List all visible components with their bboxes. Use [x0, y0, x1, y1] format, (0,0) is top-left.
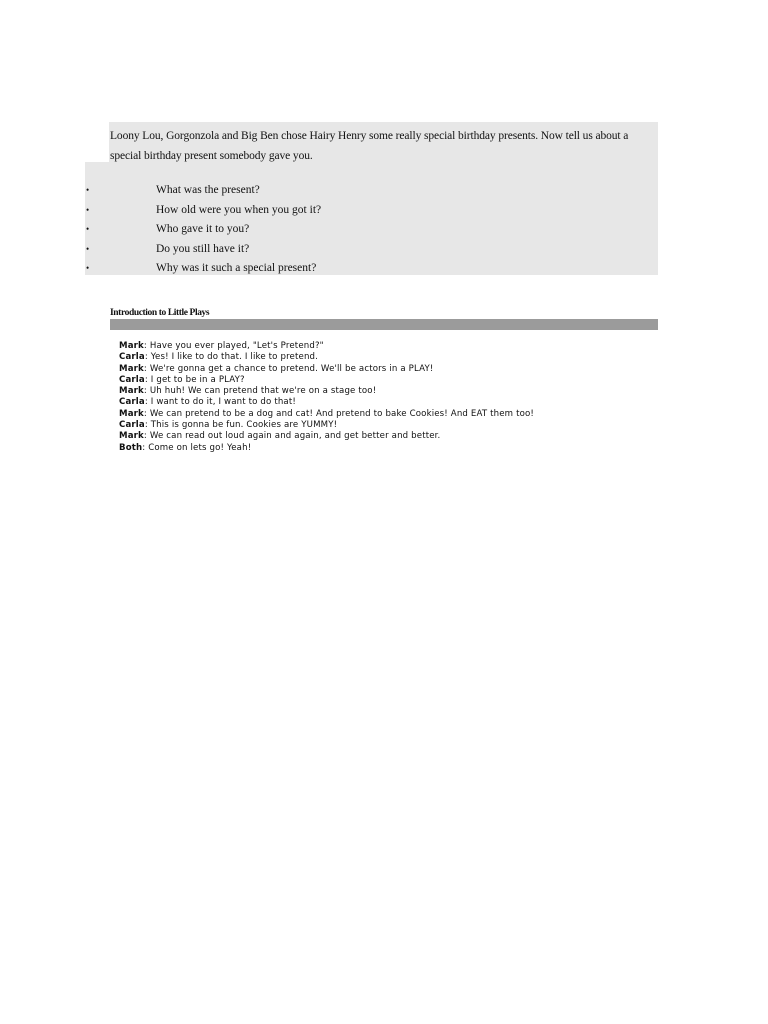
question-text: What was the present? [156, 184, 260, 196]
dialogue-text: : Yes! I like to do that. I like to pretend. [144, 352, 319, 363]
speaker-name: Both [119, 442, 143, 453]
speaker-name: Carla [119, 374, 145, 385]
dialogue-line [119, 397, 534, 408]
speaker-name: Carla [119, 352, 145, 363]
speaker-name: Mark [119, 431, 144, 442]
bullet-icon: • [86, 204, 90, 215]
dialogue-text: : We're gonna get a chance to pretend. We'll be actors in a PLAY! [143, 363, 434, 374]
speaker-name: Mark [119, 363, 144, 374]
dialogue-line [119, 431, 534, 442]
question-text: Do you still have it? [156, 242, 250, 255]
question-text: Who gave it to you? [156, 223, 250, 235]
bullet-icon: • [86, 243, 90, 254]
dialogue-text: : Have you ever played, "Let's Pretend?" [143, 341, 324, 351]
dialogue-line [119, 375, 534, 386]
heading-divider-bar [110, 319, 658, 330]
speaker-name: Mark [119, 408, 144, 419]
question-text: How old were you when you got it? [156, 203, 322, 216]
speaker-name: Mark [119, 341, 144, 351]
question-text: Why was it such a special present? [156, 262, 317, 274]
dialogue-line [119, 420, 534, 431]
dialogue-line [119, 341, 534, 352]
dialogue-script [119, 341, 534, 454]
speaker-name: Carla [119, 420, 145, 431]
dialogue-text: : We can read out loud again and again, and get better and better. [143, 431, 441, 442]
speaker-name: Carla [119, 397, 145, 408]
dialogue-line [119, 443, 534, 454]
dialogue-text: : I want to do it, I want to do that! [144, 397, 296, 408]
dialogue-text: : We can pretend to be a dog and cat! And pretend to bake Cookies! And EAT them too! [143, 408, 535, 419]
dialogue-line [119, 409, 534, 420]
box-notch [85, 122, 109, 162]
bullet-icon: • [86, 224, 90, 234]
bullet-icon: • [86, 185, 90, 195]
section-heading: Introduction to Little Plays [110, 308, 210, 318]
dialogue-line [119, 352, 534, 363]
dialogue-line [119, 364, 534, 375]
dialogue-text: : I get to be in a PLAY? [144, 374, 245, 385]
dialogue-line [119, 386, 534, 397]
dialogue-text: : This is gonna be fun. Cookies are YUMMY! [144, 420, 338, 431]
activity-prompt: Loony Lou, Gorgonzola and Big Ben chose Hairy Henry some really special birthday presents. Now tell us about a special birthday present somebody gave you. [110, 130, 629, 162]
dialogue-text: : Come on lets go! Yeah! [142, 442, 252, 453]
speaker-name: Mark [119, 386, 144, 397]
bullet-icon: • [86, 263, 90, 273]
dialogue-text: : Uh huh! We can pretend that we're on a stage too! [143, 386, 377, 397]
